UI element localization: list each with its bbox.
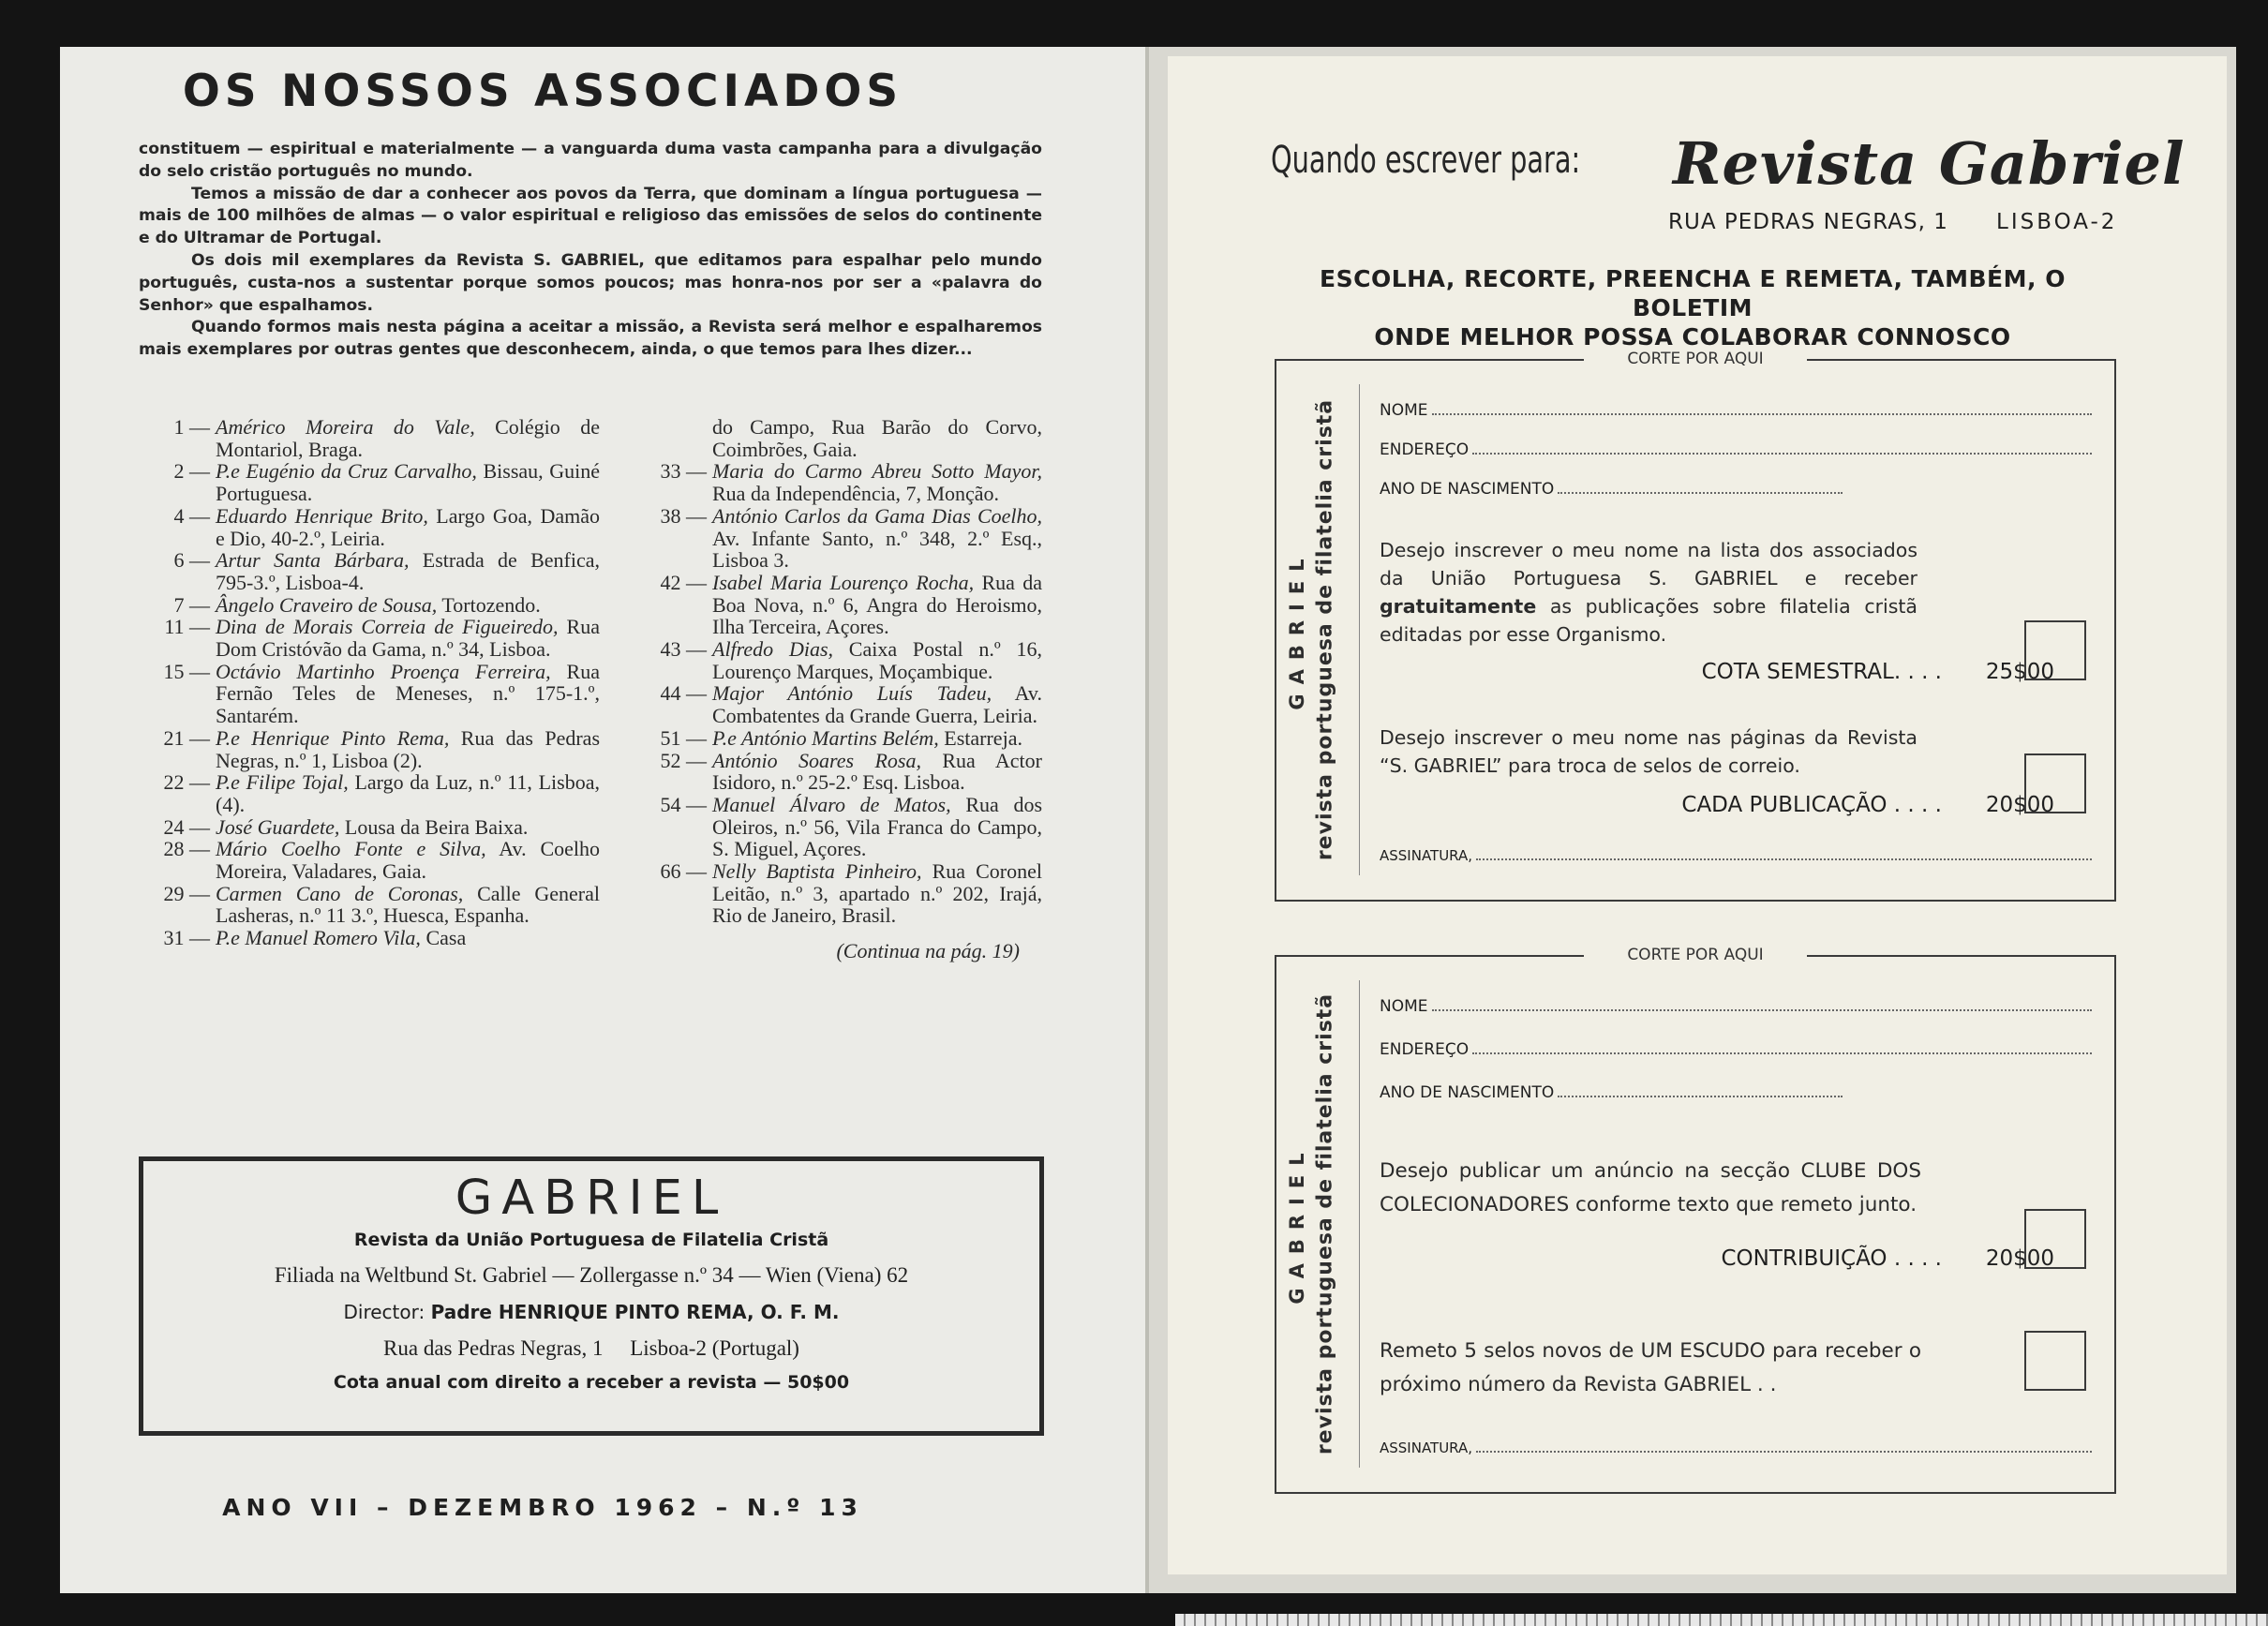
name-label: NOME	[1380, 997, 1428, 1016]
member-number: 38 —	[647, 505, 707, 528]
side-revista-label: revista portuguesa de filatelia cristã	[1313, 992, 1337, 1455]
member-name: Carmen Cano de Coronas,	[216, 881, 464, 905]
member-name: Artur Santa Bárbara,	[216, 548, 410, 573]
member-number: 33 —	[647, 460, 707, 483]
cut-line	[1275, 947, 2116, 965]
cut-line	[1275, 351, 2116, 369]
scan-color-scale	[1175, 1614, 2268, 1626]
member-name: Ângelo Craveiro de Sousa,	[216, 592, 438, 617]
birth-year-field[interactable]	[1380, 1083, 1843, 1102]
member-number: 1 —	[150, 416, 210, 439]
member-address: Estrada de Benfica, 795-3.º, Lisboa-4.	[216, 548, 600, 594]
member-number: 51 —	[647, 727, 707, 750]
member-address: Lousa da Beira Baixa.	[339, 814, 529, 839]
brand-logo-text: Revista Gabriel	[1673, 129, 2186, 198]
page-title: OS NOSSOS ASSOCIADOS	[182, 66, 903, 117]
price-value: 20$00	[1985, 793, 2054, 817]
price-value: 20$00	[1985, 1246, 2054, 1271]
signature-field[interactable]	[1380, 1440, 2092, 1456]
member-address: Calle General Lasheras, n.º 11 3.º, Huesca, Espanha.	[216, 881, 600, 928]
member-address: Rua da Independência, 7, Monção.	[712, 482, 1000, 506]
member-number: 2 —	[150, 460, 210, 483]
member-address: Bissau, Guiné Portuguesa.	[216, 459, 600, 506]
member-address: Rua da Boa Nova, n.º 6, Angra do Heroismo, Ilha Terceira, Açores.	[712, 570, 1043, 639]
advert-text: Desejo publicar um anúncio na secção CLUBE DOS COLECIONADORES conforme texto que remeto junto.	[1380, 1159, 1921, 1216]
name-field[interactable]	[1380, 997, 2092, 1016]
member-name: Maria do Carmo Abreu Sotto Mayor,	[712, 459, 1042, 484]
member-address: Colégio de Montariol, Braga.	[216, 415, 600, 461]
member-name: Dina de Morais Correia de Figueiredo,	[216, 615, 559, 639]
member-name: Octávio Martinho Proença Ferreira,	[216, 659, 551, 683]
signature-label: ASSINATURA,	[1380, 1440, 1473, 1456]
birth-year-dotted-line[interactable]	[1558, 491, 1843, 494]
member-address: Tortozendo.	[437, 592, 541, 617]
price-label: CONTRIBUIÇÃO . . . .	[1721, 1246, 1942, 1271]
member-name: P.e António Martins Belém,	[712, 725, 939, 750]
member-entry	[647, 750, 1042, 794]
masthead-box	[139, 1156, 1044, 1436]
membership-checkbox[interactable]	[2024, 620, 2086, 680]
side-revista-label: revista portuguesa de filatelia cristã	[1313, 398, 1337, 861]
member-entry	[647, 572, 1042, 638]
address-label: ENDEREÇO	[1380, 440, 1470, 459]
member-name: Alfredo Dias,	[712, 637, 833, 662]
member-name: António Soares Rosa,	[712, 748, 921, 772]
member-address: Rua das Pedras Negras, n.º 1, Lisboa (2).	[216, 725, 601, 772]
advertisement-coupon	[1275, 946, 2116, 1494]
price-value: 25$00	[1985, 660, 2054, 684]
member-entry	[150, 549, 600, 593]
address-label: ENDEREÇO	[1380, 1040, 1470, 1059]
member-number: 11 —	[150, 616, 210, 638]
member-entry	[150, 616, 600, 660]
member-entry	[150, 727, 600, 771]
director-label: Director:	[343, 1301, 425, 1323]
director-name: Padre HENRIQUE PINTO REMA, O. F. M.	[430, 1301, 840, 1323]
member-address: Av. Combatentes da Grande Guerra, Leiria.	[712, 681, 1042, 728]
membership-coupon	[1275, 350, 2116, 902]
masthead-director	[143, 1301, 1039, 1323]
signature-dotted-line[interactable]	[1476, 858, 2092, 860]
stamps-text: Remeto 5 selos novos de UM ESCUDO para receber o próximo número da Revista GABRIEL . .	[1380, 1339, 1921, 1396]
intro-paragraph: constituem — espiritual e materialmente — a vanguarda duma vasta campanha para a divulgação do selo cristão português no mundo.	[139, 140, 1042, 181]
member-entry	[150, 505, 600, 549]
address-field[interactable]	[1380, 440, 2092, 459]
member-number: 52 —	[647, 750, 707, 772]
intro-paragraph: Temos a missão de dar a conhecer aos povos da Terra, que dominam a língua portuguesa — mais de 100 milhões de almas — o valor espiritual e religioso das emissões de selos do continente e do Ultramar de Portugal.	[139, 184, 1042, 248]
member-entry	[150, 594, 600, 617]
member-entry	[150, 460, 600, 504]
birth-year-label: ANO DE NASCIMENTO	[1380, 480, 1555, 499]
member-entry	[647, 638, 1042, 682]
price-label: CADA PUBLICAÇÃO . . . .	[1681, 793, 1942, 817]
membership-text	[1380, 536, 1917, 649]
coupon-side-label	[1276, 956, 1361, 1492]
continued-note: (Continua na pág. 19)	[836, 939, 1020, 963]
birth-year-dotted-line[interactable]	[1558, 1095, 1843, 1097]
member-number: 43 —	[647, 638, 707, 661]
member-address: Largo da Luz, n.º 11, Lisboa, (4).	[216, 770, 600, 816]
member-address: Rua Actor Isidoro, n.º 25-2.º Esq. Lisboa.	[712, 748, 1042, 795]
member-number: 54 —	[647, 794, 707, 816]
intro-paragraph: Quando formos mais nesta página a aceitar a missão, a Revista será melhor e espalharemos mais exemplares por outras gentes que desconhecem, ainda, o que temos para lhes dizer...	[139, 318, 1042, 360]
member-name: Nelly Baptista Pinheiro,	[712, 859, 922, 884]
birth-year-label: ANO DE NASCIMENTO	[1380, 1083, 1555, 1102]
contact-heading: Quando escrever para:	[1271, 139, 1581, 182]
member-entry	[647, 505, 1042, 572]
member-entry	[150, 771, 600, 815]
member-number: 21 —	[150, 727, 210, 750]
member-entry	[647, 727, 1042, 750]
instruction-line: ESCOLHA, RECORTE, PREENCHA E REMETA, TAMBÉM, O BOLETIM	[1320, 265, 2066, 321]
member-name: Américo Moreira do Vale,	[216, 415, 475, 439]
stamps-checkbox[interactable]	[2024, 1331, 2086, 1391]
member-number: 66 —	[647, 860, 707, 883]
member-number: 31 —	[150, 927, 210, 949]
member-name: P.e Filipe Tojal,	[216, 770, 349, 795]
member-name: António Carlos da Gama Dias Coelho,	[712, 503, 1042, 528]
address-dotted-line[interactable]	[1472, 1052, 2092, 1054]
member-number: 24 —	[150, 816, 210, 839]
cut-label: CORTE POR AQUI	[1627, 946, 1764, 964]
intro-text	[139, 139, 1042, 362]
member-address: Rua Dom Cristóvão da Gama, n.º 34, Lisboa.	[216, 615, 600, 662]
member-number: 7 —	[150, 594, 210, 617]
member-address: Av. Coelho Moreira, Valadares, Gaia.	[216, 837, 600, 884]
member-entry	[150, 816, 600, 839]
member-number: 29 —	[150, 883, 210, 905]
member-address: Av. Infante Santo, n.º 348, 2.º Esq., Lisboa 3.	[712, 526, 1042, 573]
member-address: Largo Goa, Damão e Dio, 40-2.º, Leiria.	[216, 503, 600, 550]
signature-field[interactable]	[1380, 847, 2092, 864]
address-dotted-line[interactable]	[1472, 452, 2092, 455]
member-number: 44 —	[647, 682, 707, 705]
masthead-subscription: Cota anual com direito a receber a revista — 50$00	[333, 1372, 850, 1393]
member-entry	[647, 794, 1042, 860]
member-number: 42 —	[647, 572, 707, 594]
member-entry	[647, 460, 1042, 504]
member-entry	[647, 682, 1042, 726]
member-number: 4 —	[150, 505, 210, 528]
coupon-instructions	[1271, 264, 2114, 351]
member-name: P.e Henrique Pinto Rema,	[216, 725, 450, 750]
member-number: 28 —	[150, 838, 210, 860]
name-dotted-line[interactable]	[1432, 412, 2092, 415]
address-field[interactable]	[1380, 1040, 2092, 1059]
side-gabriel-label: GABRIEL	[1286, 1143, 1308, 1305]
cut-label: CORTE POR AQUI	[1627, 350, 1764, 368]
price-row	[1380, 660, 2054, 684]
member-entry-continuation: do Campo, Rua Barão do Corvo, Coimbrões, Gaia.	[712, 415, 1042, 461]
coupon-divider	[1359, 384, 1360, 875]
price-row	[1380, 1246, 2054, 1271]
side-gabriel-label: GABRIEL	[1286, 549, 1308, 710]
birth-year-field[interactable]	[1380, 480, 1843, 499]
member-entry	[150, 661, 600, 727]
price-row	[1380, 793, 2054, 817]
member-number: 22 —	[150, 771, 210, 794]
member-entry	[150, 838, 600, 882]
masthead-affiliation: Filiada na Weltbund St. Gabriel — Zollergasse n.º 34 — Wien (Viena) 62	[274, 1263, 909, 1287]
signature-label: ASSINATURA,	[1380, 847, 1473, 864]
member-number: 6 —	[150, 549, 210, 572]
price-label: COTA SEMESTRAL. . . .	[1701, 660, 1942, 684]
signature-dotted-line[interactable]	[1476, 1450, 2092, 1453]
member-name: Major António Luís Tadeu,	[712, 681, 992, 706]
member-address: Estarreja.	[938, 725, 1022, 750]
coupon-divider	[1359, 980, 1360, 1468]
member-address: Rua Fernão Teles de Meneses, n.º 175-1.º, Santarém.	[216, 659, 600, 728]
member-name: José Guardete,	[216, 814, 340, 839]
name-field[interactable]	[1380, 401, 2092, 420]
contact-city: LISBOA-2	[1996, 210, 2118, 234]
members-column-2	[647, 416, 1042, 962]
issue-footer: ANO VII – DEZEMBRO 1962 – N.º 13	[222, 1494, 863, 1521]
member-name: Manuel Álvaro de Matos,	[712, 792, 951, 816]
member-entry	[150, 927, 600, 949]
membership-text-end: as publicações sobre filatelia cristã editadas por esse Organismo.	[1380, 595, 1917, 646]
exchange-checkbox[interactable]	[2024, 753, 2086, 813]
intro-paragraph: Os dois mil exemplares da Revista S. GABRIEL, que editamos para espalhar pelo mundo português, custa-nos a sustentar porque somos poucos; mas honra-nos por ser a «palavra do Senhor» que espalhamos.	[139, 250, 1042, 315]
member-address: Rua Coronel Leitão, n.º 3, apartado n.º 202, Irajá, Rio de Janeiro, Brasil.	[712, 859, 1042, 928]
membership-text-bold: gratuitamente	[1380, 595, 1537, 618]
member-number: 15 —	[150, 661, 210, 683]
member-name: P.e Eugénio da Cruz Carvalho,	[216, 459, 477, 484]
masthead-title: GABRIEL	[455, 1171, 728, 1226]
exchange-text: Desejo inscrever o meu nome nas páginas da Revista “S. GABRIEL” para troca de selos de correio.	[1380, 726, 1917, 777]
member-address: Caixa Postal n.º 16, Lourenço Marques, Moçambique.	[712, 637, 1042, 683]
instruction-line: ONDE MELHOR POSSA COLABORAR CONNOSCO	[1374, 323, 2011, 351]
contact-address: RUA PEDRAS NEGRAS, 1	[1668, 210, 1948, 234]
member-name: Mário Coelho Fonte e Silva,	[216, 837, 486, 861]
name-label: NOME	[1380, 401, 1428, 420]
member-address: Rua dos Oleiros, n.º 56, Vila Franca do Campo, S. Miguel, Açores.	[712, 792, 1043, 861]
membership-text-start: Desejo inscrever o meu nome na lista dos associados da União Portuguesa S. GABRIEL e receber	[1380, 539, 1917, 589]
members-column-1	[150, 416, 600, 949]
masthead-address: Rua das Pedras Negras, 1 Lisboa-2 (Portugal)	[383, 1336, 799, 1360]
member-name: P.e Manuel Romero Vila,	[216, 926, 421, 950]
members-list	[647, 460, 1042, 927]
member-entry	[647, 860, 1042, 927]
masthead-subtitle: Revista da União Portuguesa de Filatelia Cristã	[353, 1230, 829, 1250]
name-dotted-line[interactable]	[1432, 1008, 2092, 1011]
member-entry	[150, 416, 600, 460]
member-entry	[150, 883, 600, 927]
member-name: Isabel Maria Lourenço Rocha,	[712, 570, 975, 594]
member-address: Casa	[420, 926, 467, 950]
coupon-side-label	[1276, 360, 1361, 900]
advert-checkbox[interactable]	[2024, 1209, 2086, 1269]
member-name: Eduardo Henrique Brito,	[216, 503, 428, 528]
